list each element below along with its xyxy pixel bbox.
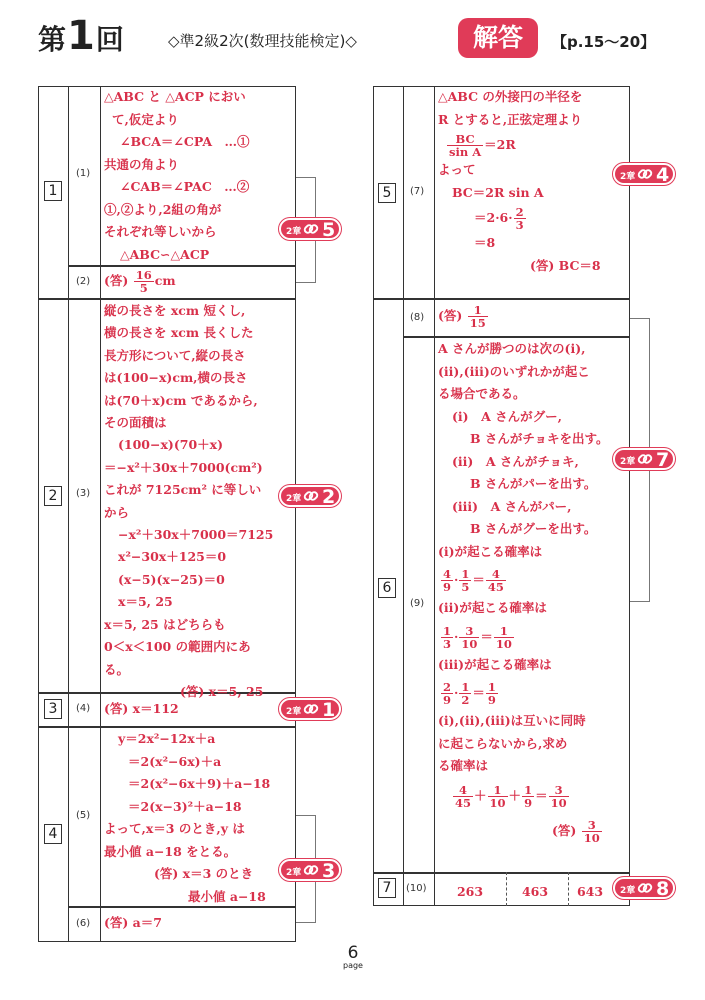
chapter-ref-tag[interactable]: 2章 7 bbox=[613, 448, 675, 470]
sub-number: (10) bbox=[406, 883, 427, 894]
round-title: 第1回 bbox=[38, 13, 125, 59]
chapter-ref-tag[interactable]: 2章 2 bbox=[279, 485, 341, 507]
page-range: 【p.15〜20】 bbox=[552, 33, 656, 51]
question-number: 5 bbox=[378, 183, 396, 203]
question-number: 6 bbox=[378, 578, 396, 598]
chapter-ref-tag[interactable]: 2章 5 bbox=[279, 218, 341, 240]
answer-badge: 解答 bbox=[458, 18, 538, 58]
link-icon bbox=[637, 451, 653, 467]
question-number: 4 bbox=[44, 824, 62, 844]
chapter-ref-tag[interactable]: 2章 3 bbox=[279, 859, 341, 881]
chapter-ref-tag[interactable]: 2章 4 bbox=[613, 163, 675, 185]
answer-q1-2: (答) $\frac{16}{5}$ cm bbox=[104, 268, 176, 295]
sub-number: (8) bbox=[410, 312, 425, 323]
link-icon bbox=[303, 862, 319, 878]
link-icon bbox=[303, 221, 319, 237]
answer-q3-4: (答) x＝112 bbox=[104, 701, 179, 716]
link-icon bbox=[303, 488, 319, 504]
question-number: 1 bbox=[44, 181, 62, 201]
page-number: 6 bbox=[347, 943, 359, 963]
answer-q4-5: y＝2x²−12x＋a ＝2(x²−6x)＋a ＝2(x²−6x＋9)＋a−18 ＝2(x−3)²＋a−18 よって,x＝3 のとき,y は 最小値 a−18 をとる。 (答) x＝3 のとき 最小値 a−18 bbox=[104, 731, 271, 904]
sub-number: (4) bbox=[76, 703, 91, 714]
sub-number: (2) bbox=[76, 276, 91, 287]
chapter-ref-tag[interactable]: 2章 8 bbox=[613, 877, 675, 899]
answer-q7-10-c: 643 bbox=[576, 884, 604, 899]
answer-q7-10-a: 263 bbox=[456, 884, 484, 899]
page-footer bbox=[338, 944, 368, 970]
answer-q2-3: 縦の長さを xcm 短くし, 横の長さを xcm 長くした 長方形について,縦の長さ は(100−x)cm,横の長さ は(70＋x)cm であるから, その面積は (100−x)(70＋x) ＝−x²＋30x＋7000(cm²) これが 7125cm² に等しい から −x²＋30x＋7000＝7125 x²−30x＋125＝0 (x−5)(x−25)＝0 x＝5, 25 x＝5, 25 はどちらも 0＜x＜100 の範囲内にあ る。 (答) x＝5, 25 bbox=[104, 303, 274, 699]
sub-number: (3) bbox=[76, 488, 91, 499]
link-icon bbox=[637, 880, 653, 896]
question-number: 3 bbox=[44, 699, 62, 719]
sub-number: (7) bbox=[410, 186, 425, 197]
link-icon bbox=[303, 701, 319, 717]
sub-number: (9) bbox=[410, 598, 425, 609]
answer-q5-7: △ABC の外接円の半径を R とすると,正弦定理より $\frac{BC}{\text{sin A}}$ ＝2R よって BC＝2R sin A ＝2·6· $\frac{2}{3}$ ＝8 (答) BC＝8 bbox=[438, 89, 601, 273]
sub-number: (5) bbox=[76, 810, 91, 821]
answer-q6-9: A さんが勝つのは次の(i), (ii),(iii)のいずれかが起こ る場合である。 (i) A さんがグー, B さんがチョキを出す。 (ii) A さんがチョキ, B さんがパーを出す。 (iii) A さんがパー, B さんがグーを出す。 (i)が起こる確率は $\frac{4}{9}$ · $\frac{1}{5}$ ＝ $\frac{4}{45}$ (ii)が起こる確率は $\frac{1}{3}$ · $\frac{3}{10}$ ＝ $\frac{1}{10}$ (iii)が起こる確率は $\frac{2}{9}$ · $\frac{1}{2}$ ＝ $\frac{1}{9}$ (i),(ii),(iii)は互いに同時 に起こらないから,求め る確率は $\frac{4}{45}$ ＋ $\frac{1}{10}$ ＋ $\frac{1}{9}$ ＝ $\frac{3}{10}$ (答) $\frac{3}{10}$ bbox=[438, 341, 609, 845]
answer-q4-6: (答) a＝7 bbox=[104, 915, 162, 930]
answer-q1-1: △ABC と △ACP におい て,仮定より ∠BCA＝∠CPA …① 共通の角より ∠CAB＝∠PAC …② ①,②より,2組の角が それぞれ等しいから △ABC∽△ACP bbox=[104, 89, 250, 262]
sub-number: (6) bbox=[76, 918, 91, 929]
question-number: 2 bbox=[44, 486, 62, 506]
question-number: 7 bbox=[378, 878, 396, 898]
exam-title: ◇準2級2次(数理技能検定)◇ bbox=[168, 32, 357, 50]
answer-q7-10-b: 463 bbox=[521, 884, 549, 899]
chapter-ref-tag[interactable]: 2章 1 bbox=[279, 698, 341, 720]
page-label: page bbox=[343, 961, 363, 970]
link-icon bbox=[637, 166, 653, 182]
answer-q6-8: (答) $\frac{1}{15}$ bbox=[438, 303, 486, 330]
sub-number: (1) bbox=[76, 168, 91, 179]
